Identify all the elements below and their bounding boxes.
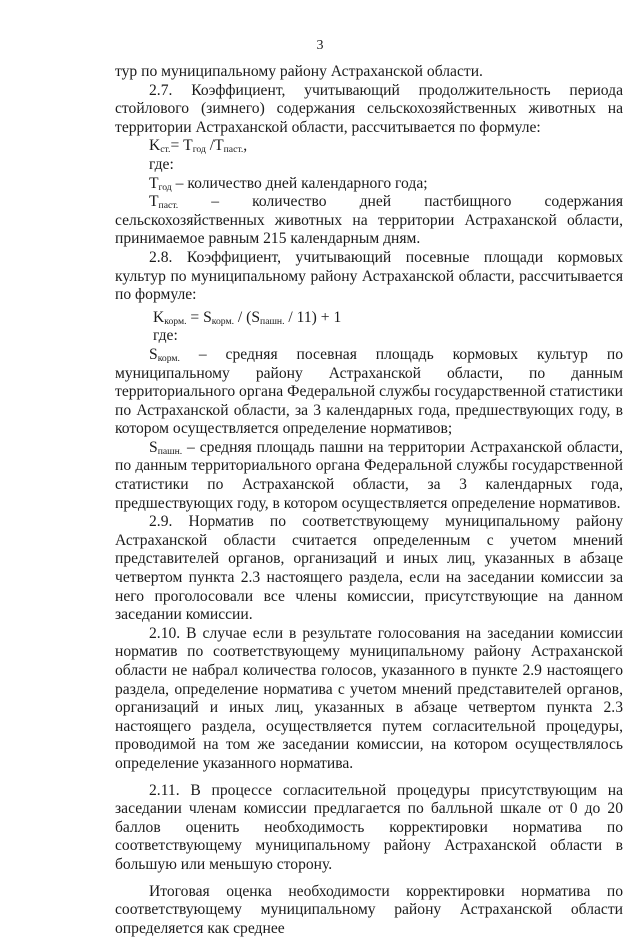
formula-k-korm-mid: / (S	[234, 308, 261, 326]
def-s-korm-text: – средняя посевная площадь кормовых культур по муниципальному району Астраханской области, по данным территориального органа Федеральной службы государственной статистики по Астраханской области, за 3 календарных года, предшествующих году, в котором осуществляется определение нормативов;	[115, 345, 623, 438]
paragraph-2-8: 2.8. Коэффициент, учитывающий посевные площади кормовых культур по муниципальному району Астраханской области, рассчитывается по формуле:	[115, 248, 623, 304]
definition-t-past	[115, 193, 623, 249]
def-t-past-symbol: T	[149, 193, 159, 211]
def-t-god-text: – количество дней календарного года;	[171, 174, 428, 192]
formula-k-st-eq: = T	[170, 137, 193, 155]
formula-k-st-symbol: K	[149, 137, 161, 155]
formula-k-st	[115, 137, 623, 156]
where-label-2: где:	[153, 327, 178, 345]
def-s-pash-sub: пашн.	[157, 445, 183, 457]
paragraph-intro: тур по муниципальному району Астраханской области.	[115, 63, 483, 80]
formula-s-pash-sub: пашн.	[260, 315, 285, 327]
document-body	[115, 63, 623, 938]
def-s-korm-sub: корм.	[157, 352, 180, 364]
paragraph-2-10: 2.10. В случае если в результате голосования на заседании комиссии норматив по соответствующему муниципальному району Астраханской области не набрал количества голосов, указанного в пункте 2.9 настоящего раздела, определение норматива с учетом мнений представителей органов, организаций и иных лиц, указанных в абзаце четвертом пункта 2.3 настоящего раздела, осуществляется путем согласительной процедуры, проводимой на том же заседании комиссии, на котором осуществлялось определение указанного норматива.	[115, 624, 623, 772]
paragraph-2-9: 2.9. Норматив по соответствующему муниципальному району Астраханской области считается определенным с учетом мнений представителей органов, организаций и иных лиц, указанных в абзаце четвертом пункта 2.3 настоящего раздела, если на заседании комиссии за него проголосовали все члены комиссии, присутствующие на данном заседании комиссии.	[115, 513, 623, 624]
formula-t-god-sub: год	[192, 144, 206, 156]
where-label-1: где:	[149, 155, 174, 173]
def-s-pash-text: – средняя площадь пашни на территории Астраханской области, по данным территориального органа Федеральной службы государственной статистики по Астраханской области, за 3 календарных года, предшествующих году, в котором осуществляется определение нормативов.	[115, 438, 623, 512]
formula-t-past-sub: паст.	[223, 144, 244, 156]
def-t-past-text: – количество дней пастбищного содержания сельскохозяйственных животных на территории Астраханской области, принимаемое равным 215 календарным дням.	[115, 193, 623, 248]
formula-s-korm-sub: корм.	[211, 315, 235, 327]
formula-k-korm-sub: корм.	[164, 315, 187, 327]
paragraph-2-11: 2.11. В процессе согласительной процедуры присутствующим на заседании членам комиссии предлагается по балльной шкале от 0 до 20 баллов оценить необходимость корректировки норматива по соответствующему муниципальному району Астраханской области в большую или меньшую сторону.	[115, 781, 623, 873]
page-number: 3	[316, 38, 324, 53]
def-t-god-sub: год	[158, 181, 172, 193]
definition-s-korm	[115, 346, 623, 439]
paragraph-2-7: 2.7. Коэффициент, учитывающий продолжительность периода стойлового (зимнего) содержания сельскохозяйственных животных на территории Астраханской области, рассчитывается по формуле:	[115, 81, 623, 136]
formula-k-korm-eq: = S	[186, 308, 212, 326]
def-s-korm-symbol: S	[149, 345, 158, 363]
def-t-god-symbol: T	[149, 174, 159, 192]
def-t-past-sub: паст.	[158, 200, 179, 212]
def-s-pash-symbol: S	[149, 438, 158, 456]
formula-k-st-sub: ст.	[160, 144, 171, 156]
formula-k-st-slash: /T	[205, 137, 224, 155]
formula-k-korm-symbol: K	[153, 308, 165, 326]
formula-k-korm	[115, 309, 623, 328]
formula-k-korm-tail: / 11) + 1	[284, 308, 342, 326]
definition-t-god	[115, 175, 623, 194]
paragraph-final: Итоговая оценка необходимости корректировки норматива по соответствующему муниципальному району Астраханской области определяется как среднее	[115, 882, 623, 937]
definition-s-pash	[115, 439, 623, 513]
formula-k-st-tail: ,	[243, 137, 248, 155]
